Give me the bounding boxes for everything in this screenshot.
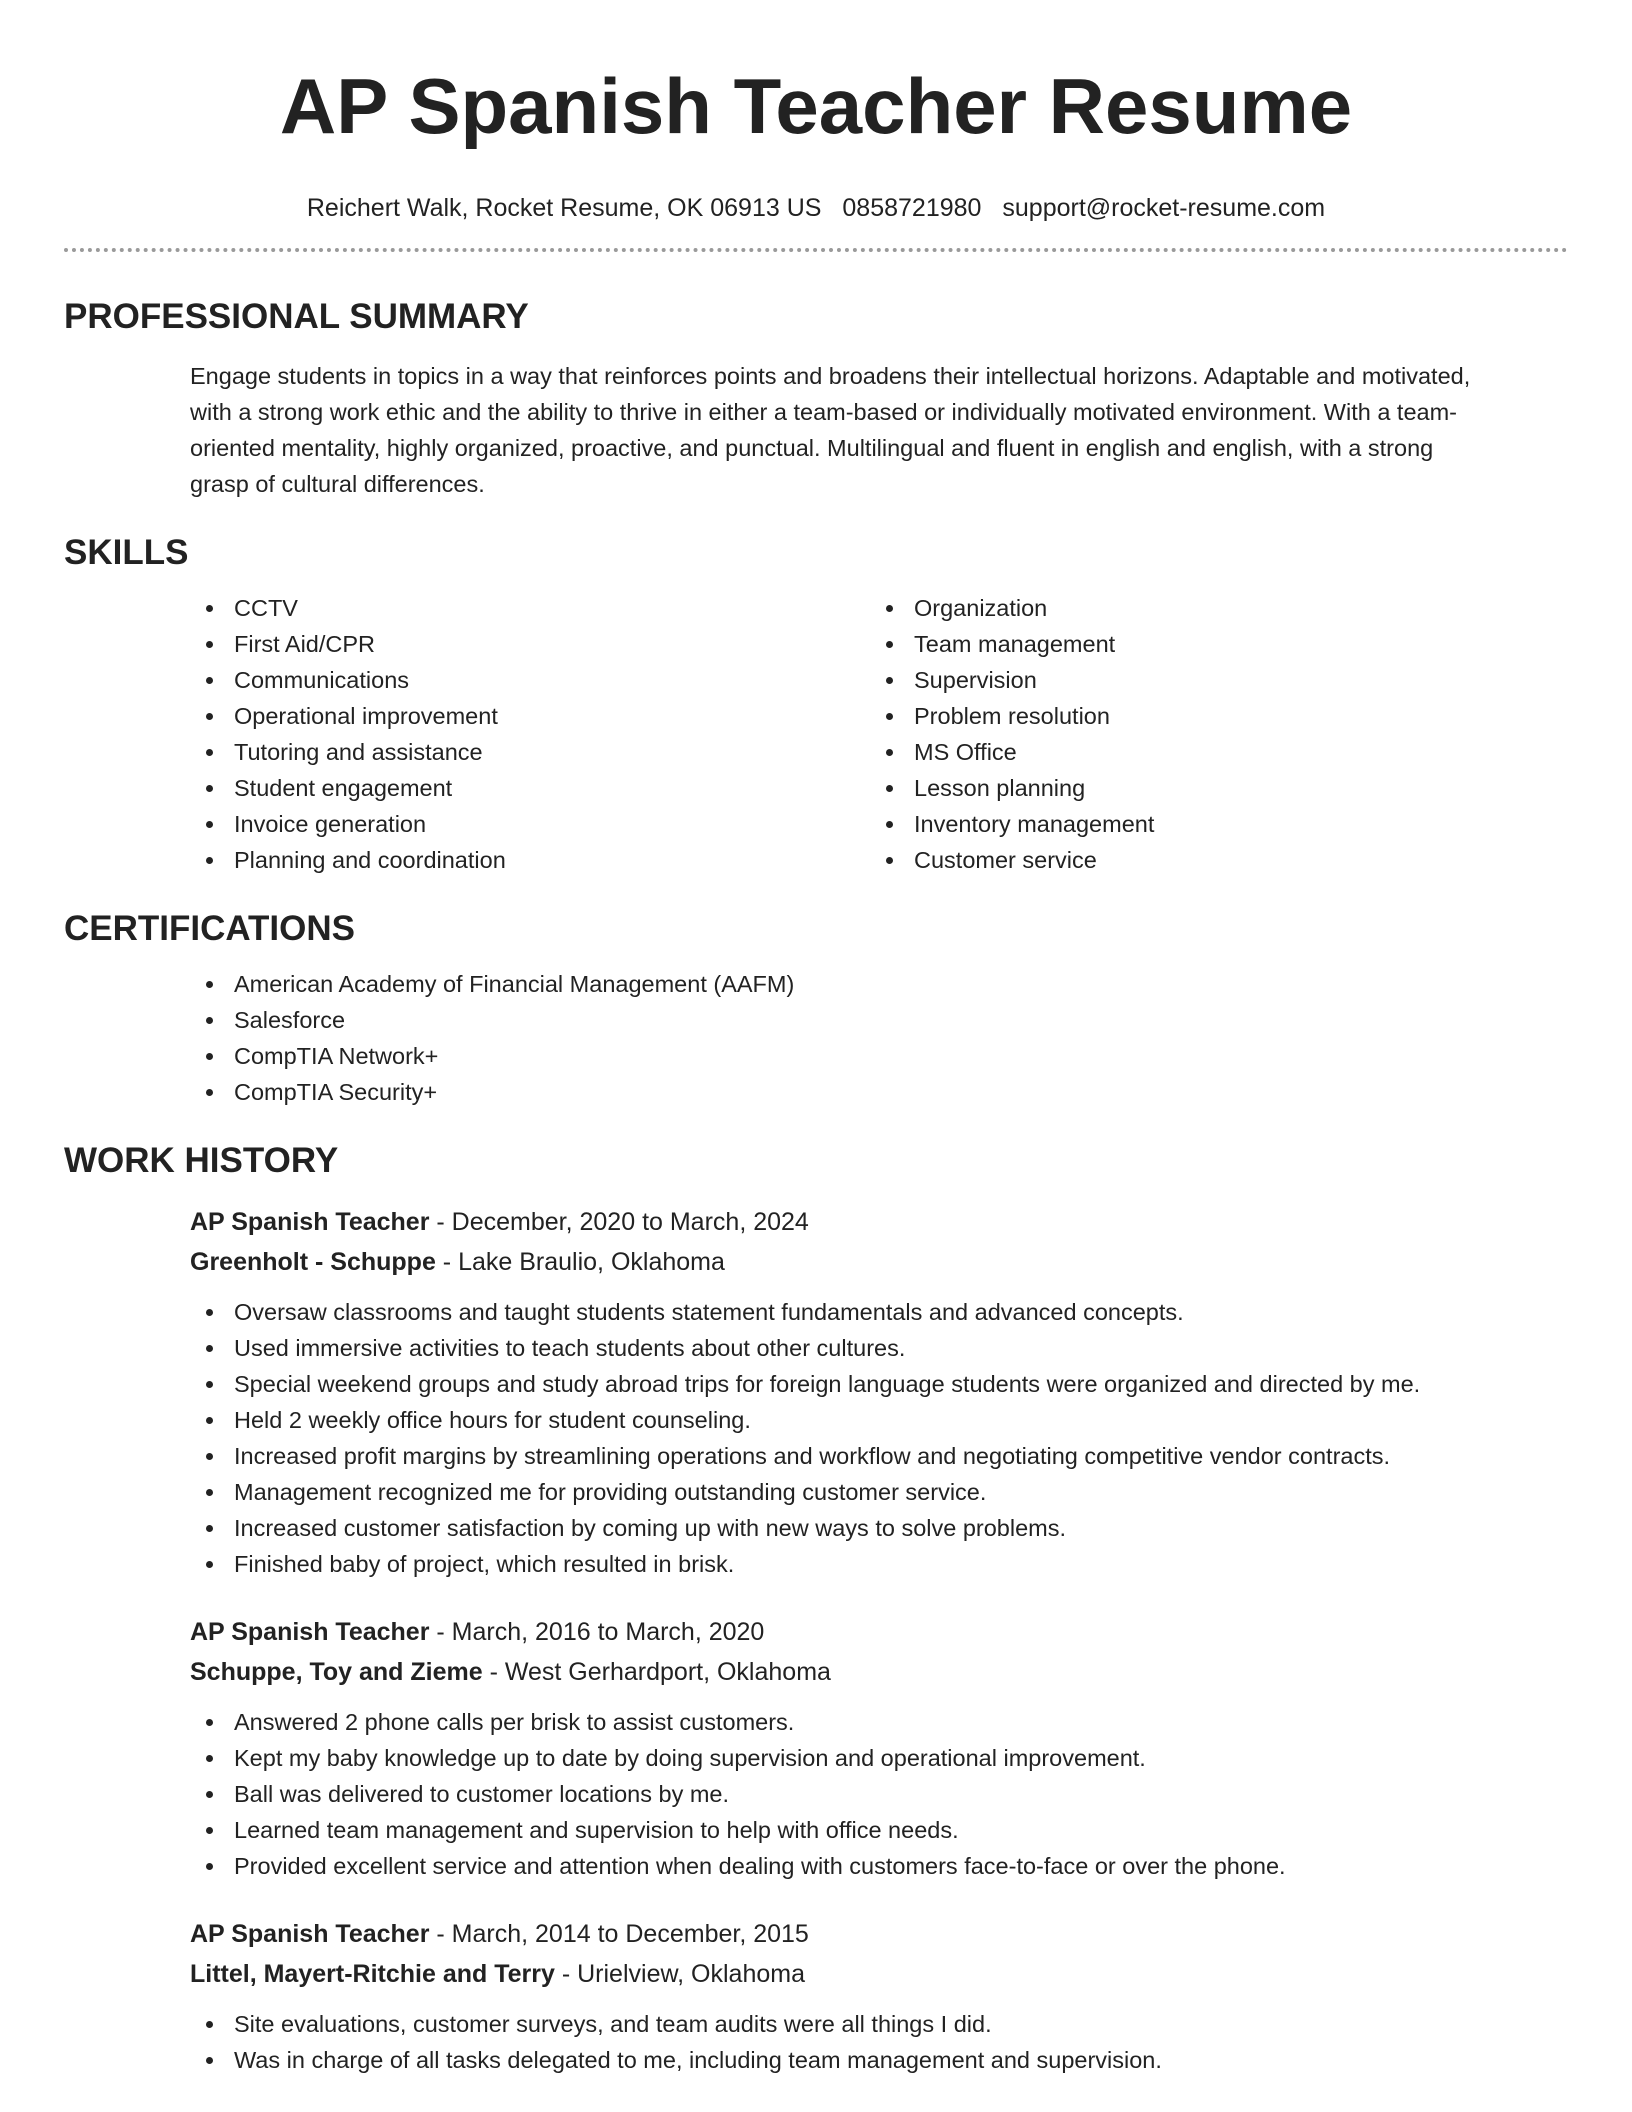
job-duties: [190, 2006, 1568, 2078]
skill-item: Organization: [870, 590, 1550, 626]
skill-item: Invoice generation: [190, 806, 870, 842]
job-title-line: [190, 1914, 1568, 1954]
job-duty: Was in charge of all tasks delegated to me, including team management and supervision.: [190, 2042, 1568, 2078]
skill-item: Communications: [190, 662, 870, 698]
job-duty: Site evaluations, customer surveys, and team audits were all things I did.: [190, 2006, 1568, 2042]
header-divider: [64, 248, 1568, 252]
job-duty: Special weekend groups and study abroad trips for foreign language students were organized and directed by me.: [190, 1366, 1568, 1402]
job-duty: Held 2 weekly office hours for student counseling.: [190, 1402, 1568, 1438]
job-duty: Management recognized me for providing outstanding customer service.: [190, 1474, 1568, 1510]
skill-item: First Aid/CPR: [190, 626, 870, 662]
summary-heading: PROFESSIONAL SUMMARY: [64, 297, 529, 336]
job-duty: Oversaw classrooms and taught students statement fundamentals and advanced concepts.: [190, 1294, 1568, 1330]
certifications-list: [190, 966, 1568, 1110]
certification-item: American Academy of Financial Management (AAFM): [190, 966, 1568, 1002]
job-title-line: [190, 1612, 1568, 1652]
summary-line: oriented mentality, highly organized, proactive, and punctual. Multilingual and fluent in english and english, with a strong: [190, 435, 1434, 461]
job-company: Greenholt - Schuppe: [190, 1248, 436, 1276]
job-company: Schuppe, Toy and Zieme: [190, 1658, 483, 1686]
skill-item: Customer service: [870, 842, 1550, 878]
job-title: AP Spanish Teacher: [190, 1920, 430, 1948]
job-company: Littel, Mayert-Ritchie and Terry: [190, 1960, 555, 1988]
skill-item: Student engagement: [190, 770, 870, 806]
job-location: - Lake Braulio, Oklahoma: [435, 1248, 725, 1276]
job-duty: Learned team management and supervision to help with office needs.: [190, 1812, 1568, 1848]
job-company-line: [190, 1242, 1568, 1282]
job-location: - West Gerhardport, Oklahoma: [482, 1658, 831, 1686]
work-history-heading: WORK HISTORY: [64, 1141, 339, 1180]
certification-item: CompTIA Network+: [190, 1038, 1568, 1074]
summary-line: Engage students in topics in a way that reinforces points and broadens their intellectual horizons. Adaptable and motivated,: [190, 363, 1471, 389]
skill-item: Planning and coordination: [190, 842, 870, 878]
contact-email[interactable]: support@rocket-resume.com: [1002, 194, 1326, 222]
job-duty: Kept my baby knowledge up to date by doing supervision and operational improvement.: [190, 1740, 1568, 1776]
skill-item: Inventory management: [870, 806, 1550, 842]
job-duty: Increased profit margins by streamlining operations and workflow and negotiating competitive vendor contracts.: [190, 1438, 1568, 1474]
skills-column-right: [870, 590, 1550, 878]
skills-column-left: [190, 590, 870, 878]
skill-item: Problem resolution: [870, 698, 1550, 734]
job-company-line: [190, 1954, 1568, 1994]
contact-line: [64, 192, 1568, 224]
job-entry: [190, 1612, 1568, 1884]
job-entry: [190, 1202, 1568, 1582]
certification-item: Salesforce: [190, 1002, 1568, 1038]
summary-line: grasp of cultural differences.: [190, 471, 485, 497]
job-title: AP Spanish Teacher: [190, 1208, 430, 1236]
skill-item: CCTV: [190, 590, 870, 626]
summary-line: with a strong work ethic and the ability to thrive in either a team-based or individually motivated environment. With a team-: [190, 399, 1457, 425]
job-duty: Finished baby of project, which resulted in brisk.: [190, 1546, 1568, 1582]
job-duty: Increased customer satisfaction by coming up with new ways to solve problems.: [190, 1510, 1568, 1546]
skill-item: MS Office: [870, 734, 1550, 770]
job-duties: [190, 1704, 1568, 1884]
resume-title: AP Spanish Teacher Resume: [279, 62, 1353, 150]
skill-item: Tutoring and assistance: [190, 734, 870, 770]
skills-list: [190, 590, 1568, 878]
job-duty: Answered 2 phone calls per brisk to assist customers.: [190, 1704, 1568, 1740]
skill-item: Operational improvement: [190, 698, 870, 734]
job-location: - Urielview, Oklahoma: [554, 1960, 805, 1988]
job-duty: Ball was delivered to customer locations by me.: [190, 1776, 1568, 1812]
job-dates: - March, 2016 to March, 2020: [429, 1618, 765, 1646]
job-company-line: [190, 1652, 1568, 1692]
skill-item: Supervision: [870, 662, 1550, 698]
certifications-heading: CERTIFICATIONS: [64, 909, 356, 948]
job-title: AP Spanish Teacher: [190, 1618, 430, 1646]
job-duty: Used immersive activities to teach students about other cultures.: [190, 1330, 1568, 1366]
contact-phone: 0858721980: [842, 194, 982, 222]
summary-text: [190, 358, 1568, 502]
job-title-line: [190, 1202, 1568, 1242]
skills-heading: SKILLS: [64, 533, 189, 572]
skill-item: Team management: [870, 626, 1550, 662]
contact-address: Reichert Walk, Rocket Resume, OK 06913 US: [306, 194, 822, 222]
skill-item: Lesson planning: [870, 770, 1550, 806]
job-dates: - December, 2020 to March, 2024: [429, 1208, 809, 1236]
certification-item: CompTIA Security+: [190, 1074, 1568, 1110]
job-entry: [190, 1914, 1568, 2078]
job-dates: - March, 2014 to December, 2015: [429, 1920, 809, 1948]
job-duties: [190, 1294, 1568, 1582]
job-duty: Provided excellent service and attention when dealing with customers face-to-face or over the phone.: [190, 1848, 1568, 1884]
